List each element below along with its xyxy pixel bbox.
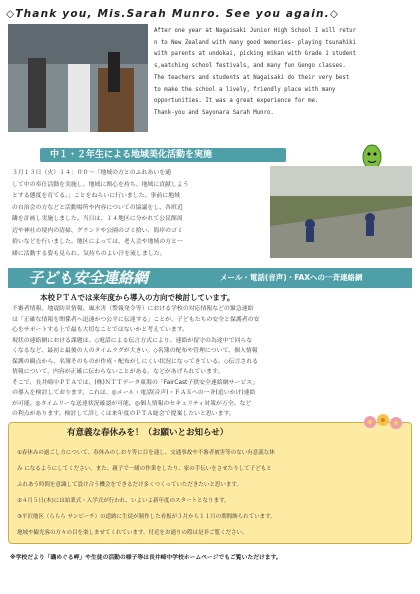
spring-line: ①春休みの過ごし方について、春休みのしおり等に目を通し、交通事故や不審者被害等のない有意義な休 <box>17 450 275 456</box>
activity-text <box>12 168 264 260</box>
safety-line: の導入を検討しております。これは、◎メール・電話(音声)・ＦＡＸへの一斉(追いかけ)連絡 <box>12 390 256 396</box>
safety-line: そこで、長井崎中ＰＴＡでは、(株)ＮＴＴデータ東海の「FairCast子供安全連絡網サービス」 <box>12 379 259 386</box>
thanks-line: After one year at Nagaisaki Junior High School I will retur <box>154 28 357 34</box>
activity-line: ３月１３日（火）１４：００～「地域の方とのふれあいを通 <box>12 170 172 176</box>
ceremony-photo <box>8 24 148 132</box>
thanks-line: Thank-you and Sayonara Sarah Munro. <box>154 109 274 116</box>
flowers-icon <box>362 412 404 434</box>
safety-text <box>12 304 412 420</box>
safety-subtitle: メール・電話(音声)・FAXへの一斉連絡網 <box>220 273 363 282</box>
footer-note: ※学校だより「磯めぐる岬」や生徒の活動の様子等は長井崎中学校ホームページでもご覧いただけます。 <box>10 555 282 561</box>
spring-line: 地域や観光客の方々の目を楽しませてくれています。付近をお通りの際は是非ご覧ください。 <box>17 530 248 536</box>
activity-line: して中の奉仕活動を実施し、地域に関心を持ち、地域に貢献しよう <box>12 181 189 188</box>
safety-line: くなるなど、最初と最後の人のタイムラグが大きい。◇名簿の配布や管理について、個人情報 <box>12 348 258 354</box>
activity-line: 緒に活動する姿も見られ、気持ちのよい汗を流しました。 <box>12 250 166 257</box>
spring-line: ふれあう時間を意識して設け合う機会をできるだけ多くつくっていただきたいと思います。 <box>17 482 242 488</box>
thanks-message <box>154 26 416 120</box>
spring-line: ③平沢地区（ららら サンビーチ）の道路に生徒が制作した看板が３月から１１月の期間飾られています。 <box>17 514 276 520</box>
safety-heading-bar <box>8 268 412 288</box>
activity-line: 隣を計画し実施しました。当日は、１４地区に分かれて公民館周 <box>12 216 183 222</box>
spring-line: み になるようにしてください。また、親子で一緒の作業をしたり、家の手伝いをさせたりして子どもと <box>17 466 272 472</box>
thanks-line: s,watching school festivals, and many fun Gengo classes. <box>154 63 346 70</box>
safety-line: が可能。◎タイムリーな送達状況確認が可能。◎個人情報のセキュリティ対策が万全。など <box>12 400 252 407</box>
spring-box <box>8 422 412 544</box>
spring-line: ②４月５日(木)には始業式・入学式が行われ、いよいよ新年度のスタートとなります。 <box>17 498 230 504</box>
safety-line: は「正確な情報を関係者へ迅速かつ公平に伝達する」ことが、子どもたちの安全と保護者の安 <box>12 316 260 323</box>
thanks-line: opportunities. It was a great experience for me. <box>154 98 319 105</box>
spring-text <box>17 445 405 541</box>
thanks-line: The teachers and students at Nagaisaki do their very best <box>154 74 350 81</box>
safety-line: 不審者情報、地震防災情報、風水害（警報発令等）における学校の対応情報などの緊急連絡 <box>12 306 254 312</box>
activity-line: 拾いなどを行いました。地区によっては、老人会や地域の方と一 <box>12 239 183 245</box>
thanks-line: to make the school a lively, friendly place with many <box>154 86 336 93</box>
cleanup-photo <box>270 166 412 258</box>
activity-heading-bar <box>40 148 286 162</box>
safety-line: 心をサポートする上で最も大切なことではないかと考えています。 <box>12 327 189 333</box>
activity-line: 辺や神社の境内の清掃、グランドや公園のゴミ拾い、海岸のゴミ <box>12 227 183 234</box>
activity-line: の自治会の方などと活動場所や内容についての協議をし、各班近 <box>12 204 183 211</box>
safety-line: の利点があります。検討して詳しくは来年度のＰＴＡ総会で提案したいと思います。 <box>12 411 235 417</box>
spring-heading: 有意義な春休みを！（お願いとお知らせ） <box>67 428 229 438</box>
safety-line: 情報について、内容が正確に伝わらないことがある。などがあげられています。 <box>12 369 224 375</box>
activity-heading: 中１・２年生による地域美化活動を実施 <box>50 150 213 160</box>
thanks-line: n to New Zealand with many good memories- playing tsunahiki <box>154 39 357 46</box>
safety-line: 保護の観点から、名簿そのものが作成・配布がしにくい状況になってきている。◇伝言される <box>12 358 259 365</box>
thanks-line: with parents at undokai, picking mikan with Grade 1 student <box>154 51 357 58</box>
safety-heading: 子ども安全連絡網 <box>28 269 149 287</box>
activity-line: とする態度を育てる。」ことをねらいに行いました。事前に地域 <box>12 193 180 199</box>
safety-line: 現状の連絡網における課題は、◇電話による伝言方式により、連絡が留守の為途中で回らな <box>12 337 253 344</box>
safety-notice: 本校ＰＴＡでは来年度から導入の方向で検討しています。 <box>40 293 235 302</box>
thanks-heading: ◇Thank you, Mis.Sarah Munro. See you again.◇ <box>6 8 340 20</box>
